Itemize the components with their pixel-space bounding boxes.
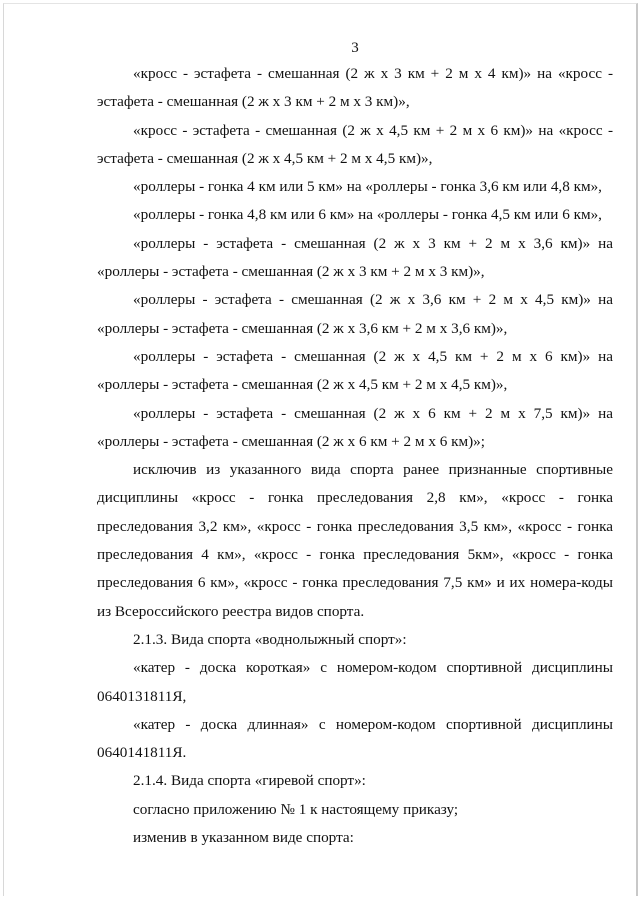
- text-line: «роллеры - эстафета - смешанная (2 ж х 4,5 км + 2 м х 4,5 км)»,: [97, 376, 508, 394]
- text-line: дисциплины «кросс - гонка преследования 2,8 км», «кросс - гонка: [97, 489, 613, 507]
- text-line: «роллеры - эстафета - смешанная (2 ж х 4,5 км + 2 м х 6 км)» на: [133, 347, 613, 365]
- text-line: «роллеры - эстафета - смешанная (2 ж х 3,6 км + 2 м х 3,6 км)»,: [97, 319, 508, 337]
- text-line: «роллеры - эстафета - смешанная (2 ж х 3 км + 2 м х 3,6 км)» на: [133, 234, 613, 252]
- paragraph: [97, 824, 613, 852]
- text-line: «роллеры - эстафета - смешанная (2 ж х 6 км + 2 м х 7,5 км)» на: [133, 404, 613, 422]
- text-line: согласно приложению № 1 к настоящему приказу;: [133, 800, 459, 818]
- text-line: 2.1.4. Вида спорта «гиревой спорт»:: [133, 772, 366, 790]
- page-number: 3: [351, 40, 359, 56]
- paragraph: [97, 60, 613, 117]
- text-line: «роллеры - эстафета - смешанная (2 ж х 3,6 км + 2 м х 4,5 км)» на: [133, 291, 613, 309]
- paragraph: [97, 201, 613, 229]
- text-line: «роллеры - гонка 4 км или 5 км» на «роллеры - гонка 3,6 км или 4,8 км»,: [133, 178, 602, 196]
- paragraph: [97, 796, 613, 824]
- text-line: «роллеры - гонка 4,8 км или 6 км» на «роллеры - гонка 4,5 км или 6 км»,: [133, 206, 602, 224]
- paragraph: [97, 343, 613, 400]
- text-line: исключив из указанного вида спорта ранее признанные спортивные: [133, 461, 613, 479]
- text-line: «катер - доска длинная» с номером-кодом спортивной дисциплины: [133, 715, 613, 733]
- text-line: изменив в указанном виде спорта:: [133, 829, 354, 847]
- text-line: преследования 4 км», «кросс - гонка преследования 5км», «кросс - гонка: [97, 546, 613, 564]
- text-line: «роллеры - эстафета - смешанная (2 ж х 3 км + 2 м х 3 км)»,: [97, 263, 485, 281]
- text-line: 0640141811Я.: [97, 744, 187, 762]
- text-line: преследования 6 км», «кросс - гонка преследования 7,5 км» и их номера-коды: [97, 574, 613, 592]
- text-line: «роллеры - эстафета - смешанная (2 ж х 6 км + 2 м х 6 км)»;: [97, 432, 485, 450]
- paragraph: [97, 400, 613, 457]
- text-line: эстафета - смешанная (2 ж х 4,5 км + 2 м х 4,5 км)»,: [97, 149, 433, 167]
- paragraph: [97, 456, 613, 626]
- text-line: 0640131811Я,: [97, 687, 187, 705]
- document-body: [97, 60, 613, 852]
- text-line: «кросс - эстафета - смешанная (2 ж х 3 км + 2 м х 4 км)» на «кросс -: [133, 65, 613, 82]
- paragraph: [97, 230, 613, 287]
- paragraph: [97, 286, 613, 343]
- text-line: «катер - доска короткая» с номером-кодом спортивной дисциплины: [133, 659, 613, 677]
- text-line: 2.1.3. Вида спорта «воднолыжный спорт»:: [133, 630, 407, 648]
- text-line: «кросс - эстафета - смешанная (2 ж х 4,5 км + 2 м х 6 км)» на «кросс -: [133, 121, 613, 139]
- paragraph: [97, 767, 613, 795]
- paragraph: [97, 711, 613, 768]
- text-line: преследования 3,2 км», «кросс - гонка преследования 3,5 км», «кросс - гонка: [97, 517, 613, 535]
- paragraph: [97, 654, 613, 711]
- paragraph: [97, 626, 613, 654]
- paragraph: [97, 117, 613, 174]
- paragraph: [97, 173, 613, 201]
- text-line: из Всероссийского реестра видов спорта.: [97, 602, 365, 620]
- text-line: эстафета - смешанная (2 ж х 3 км + 2 м х 3 км)»,: [97, 93, 410, 111]
